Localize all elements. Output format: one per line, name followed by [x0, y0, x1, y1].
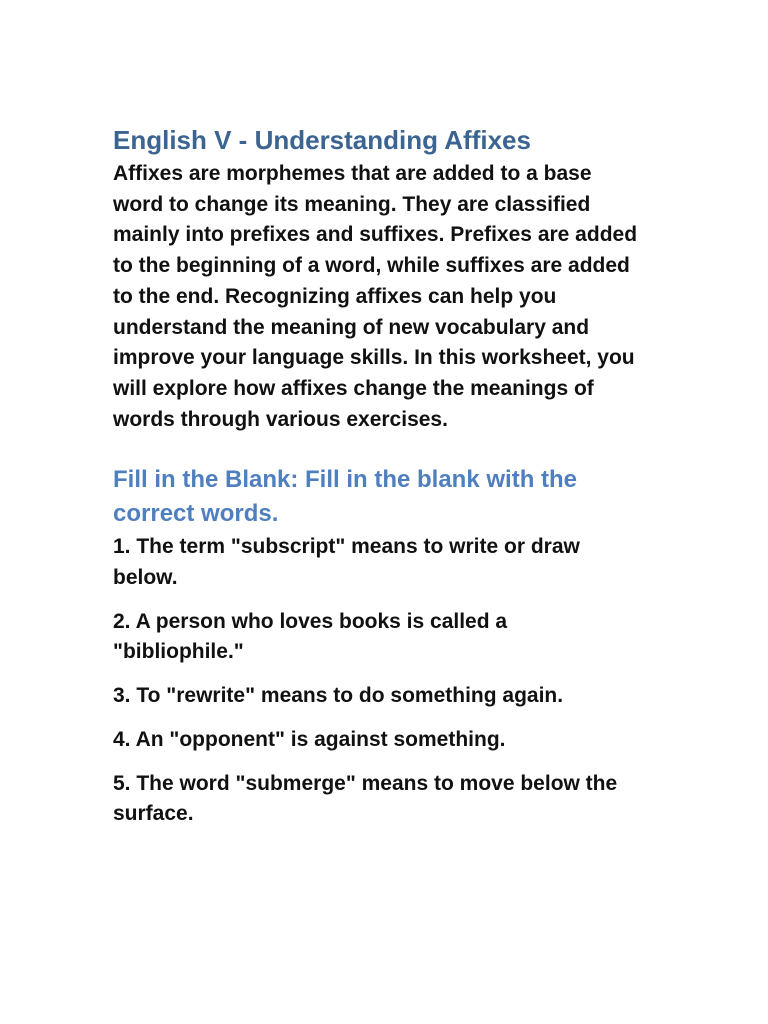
page-title: English V - Understanding Affixes — [113, 125, 531, 155]
section-heading: Fill in the Blank: Fill in the blank with the correct words. — [113, 466, 578, 528]
fill-in-the-blank-section — [113, 463, 643, 830]
exercise-item-3: 3. To "rewrite" means to do something again. — [113, 684, 564, 708]
exercise-item-4: 4. An "opponent" is against something. — [113, 727, 506, 751]
exercise-list — [113, 532, 643, 830]
exercise-item-5: 5. The word "submerge" means to move below the surface. — [113, 771, 618, 826]
intro-paragraph: Affixes are morphemes that are added to a base word to change its meaning. They are classified mainly into prefixes and suffixes. Prefixes are added to the beginning of a word, while suffixes are added to the end. Recognizing affixes can help you understand the meaning of new vocabulary and improve your language skills. In this worksheet, you will explore how affixes change the meanings of words through various exercises. — [113, 162, 638, 431]
worksheet-page — [113, 122, 643, 843]
exercise-item-2: 2. A person who loves books is called a "bibliophile." — [113, 609, 508, 664]
exercise-item-1: 1. The term "subscript" means to write or draw below. — [113, 535, 580, 590]
